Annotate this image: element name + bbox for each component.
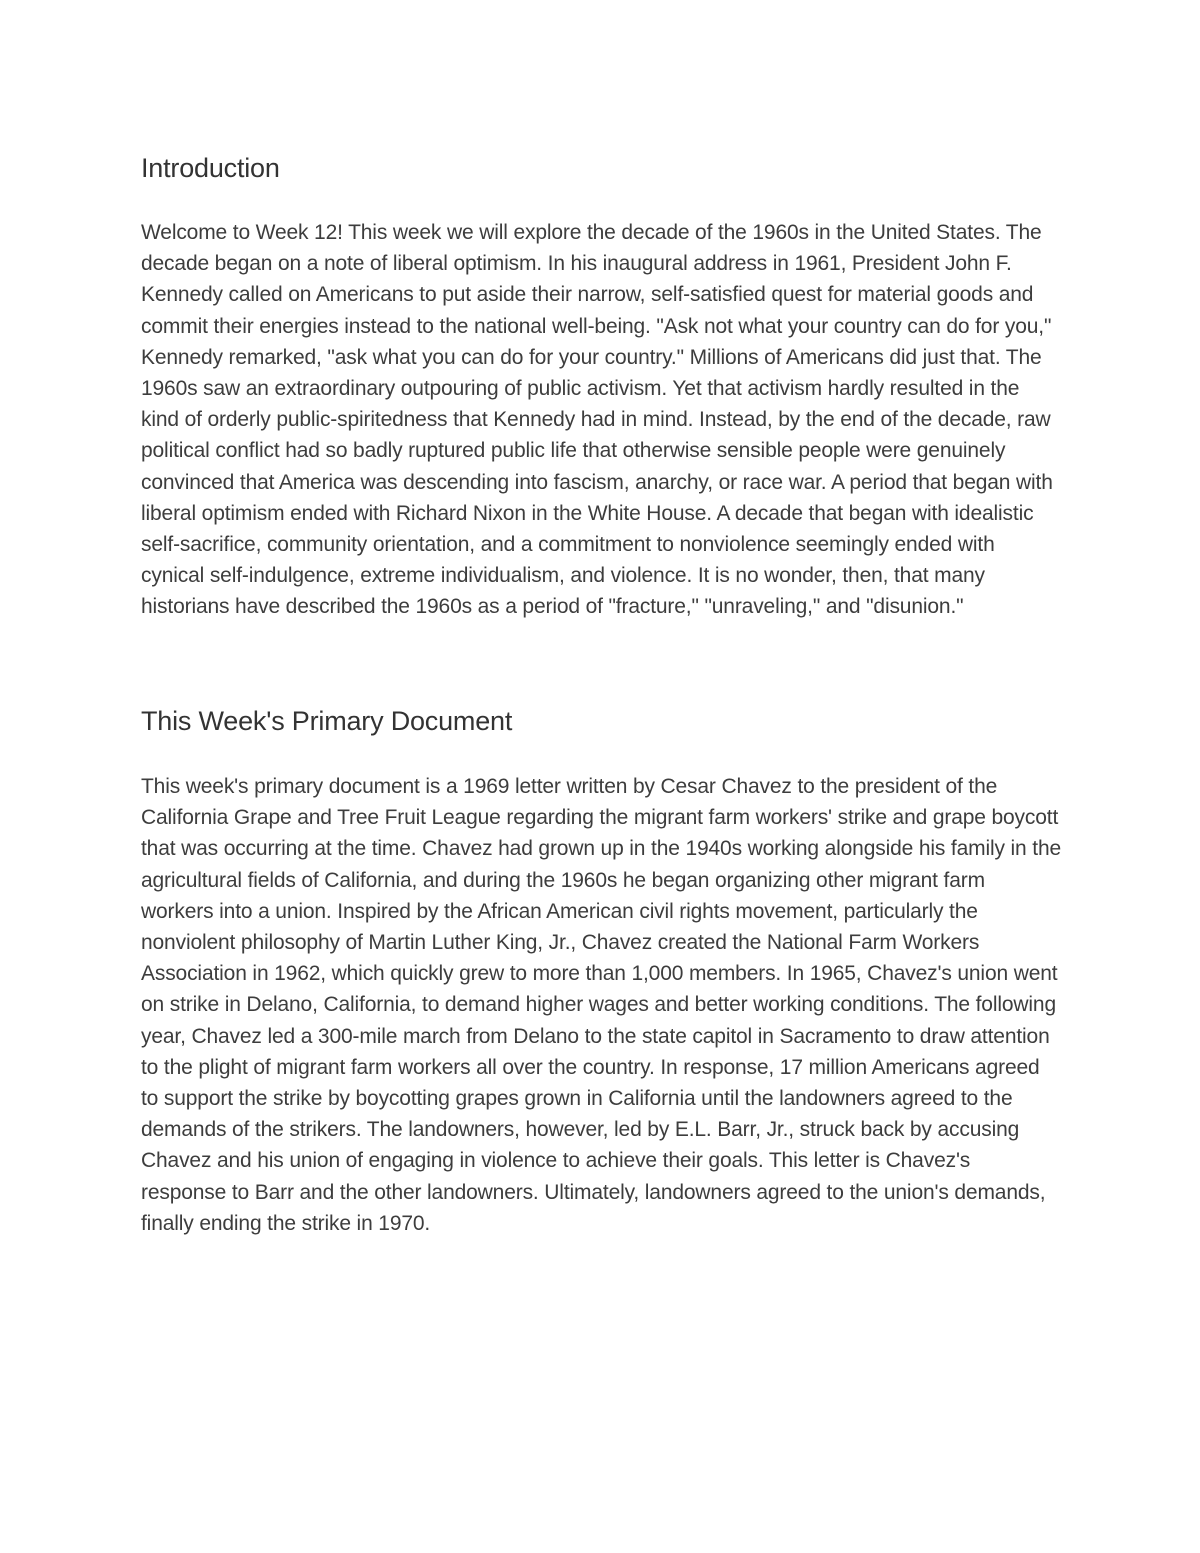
primary-document-paragraph: This week's primary document is a 1969 letter written by Cesar Chavez to the president of the California Grape and Tree Fruit League regarding the migrant farm workers' strike and grape boycott that was occurring at the time. Chavez had grown up in the 1940s working alongside his family in the agricultural fields of California, and during the 1960s he began organizing other migrant farm workers into a union. Inspired by the African American civil rights movement, particularly the nonviolent philosophy of Martin Luther King, Jr., Chavez created the National Farm Workers Association in 1962, which quickly grew to more than 1,000 members. In 1965, Chavez's union went on strike in Delano, California, to demand higher wages and better working conditions. The following year, Chavez led a 300-mile march from Delano to the state capitol in Sacramento to draw attention to the plight of migrant farm workers all over the country. In response, 17 million Americans agreed to support the strike by boycotting grapes grown in California until the landowners agreed to the demands of the strikers. The landowners, however, led by E.L. Barr, Jr., struck back by accusing Chavez and his union of engaging in violence to achieve their goals. This letter is Chavez's response to Barr and the other landowners. Ultimately, landowners agreed to the union's demands, finally ending the strike in 1970. — [141, 775, 1062, 1235]
introduction-heading: Introduction — [141, 153, 280, 183]
introduction-paragraph: Welcome to Week 12! This week we will explore the decade of the 1960s in the United States. The decade began on a note of liberal optimism. In his inaugural address in 1961, President John F. Kennedy called on Americans to put aside their narrow, self-satisfied quest for material goods and commit their energies instead to the national well-being. "Ask not what your country can do for you," Kennedy remarked, "ask what you can do for your country." Millions of Americans did just that. The 1960s saw an extraordinary outpouring of public activism. Yet that activism hardly resulted in the kind of orderly public-spiritedness that Kennedy had in mind. Instead, by the end of the decade, raw political conflict had so badly ruptured public life that otherwise sensible people were genuinely convinced that America was descending into fascism, anarchy, or race war. A period that began with liberal optimism ended with Richard Nixon in the White House. A decade that began with idealistic self-sacrifice, community orientation, and a commitment to nonviolence seemingly ended with cynical self-indulgence, extreme individualism, and violence. It is no wonder, then, that many historians have described the 1960s as a period of "fracture," "unraveling," and "disunion." — [141, 221, 1053, 619]
primary-document-heading: This Week's Primary Document — [141, 706, 513, 736]
